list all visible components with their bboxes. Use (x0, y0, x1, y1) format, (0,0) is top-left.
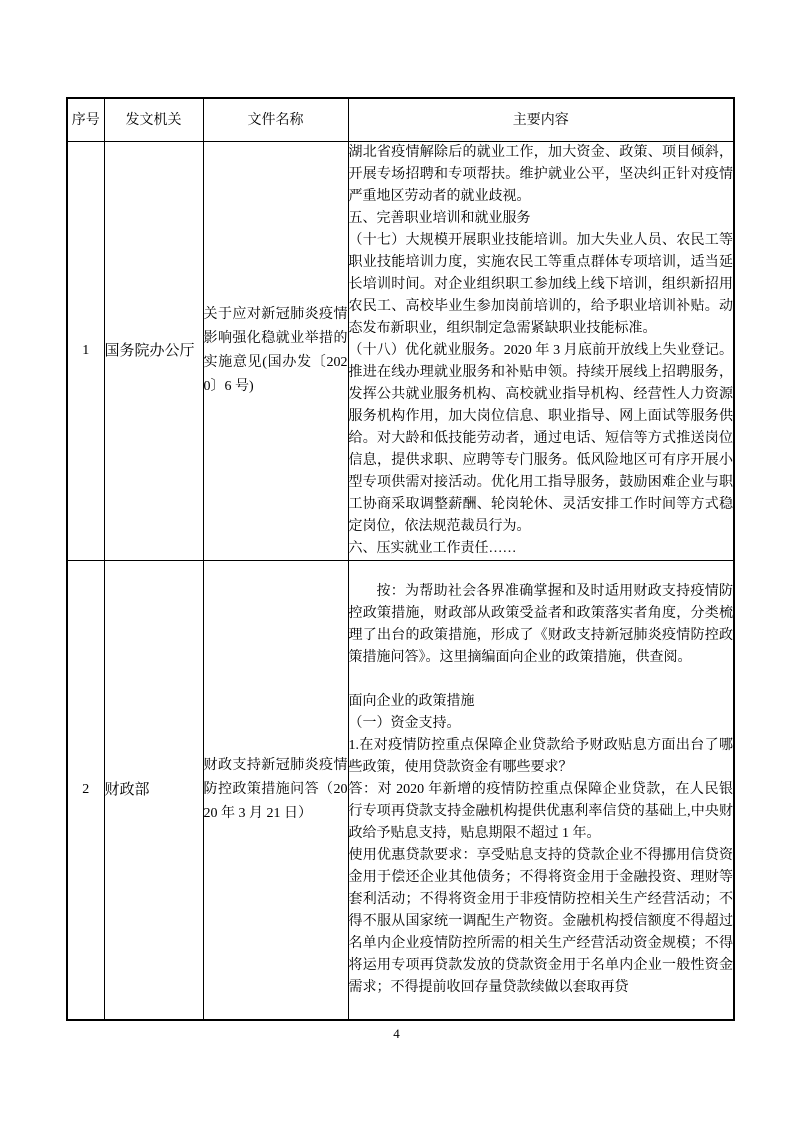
row2-document-title: 财政支持新冠肺炎疫情防控政策措施问答（2020 年 3 月 21 日） (203, 561, 348, 1021)
content-paragraph: 湖北省疫情解除后的就业工作，加大资金、政策、项目倾斜，开展专场招聘和专项帮扶。维护就业公平，坚决纠正针对疫情严重地区劳动者的就业歧视。 (348, 145, 733, 204)
content-paragraph: 按：为帮助社会各界准确掌握和及时适用财政支持疫情防控政策措施，财政部从政策受益者和政策落实者角度，分类梳理了出台的政策措施，形成了《财政支持新冠肺炎疫情防控政策措施问答》。这里摘编面向企业的政策措施，供查阅。 (348, 584, 733, 665)
table-header-row (67, 98, 734, 142)
page-number: 4 (393, 1026, 400, 1041)
row1-document-title: 关于应对新冠肺炎疫情影响强化稳就业举措的实施意见(国办发〔2020〕6 号) (203, 142, 348, 561)
content-paragraph: （一）资金支持。 (348, 716, 461, 731)
content-paragraph (349, 669, 734, 691)
document-table (66, 97, 735, 1021)
table-row (67, 142, 734, 561)
content-paragraph: 五、完善职业培训和就业服务 (348, 211, 531, 226)
row2-main-content (348, 561, 734, 1021)
header-main-content: 主要内容 (348, 98, 734, 142)
content-paragraph: 面向企业的政策措施 (348, 694, 475, 709)
row1-issuing-agency: 国务院办公厅 (104, 142, 203, 561)
header-issuing-agency: 发文机关 (104, 98, 203, 142)
content-paragraph: （十八）优化就业服务。2020 年 3 月底前开放线上失业登记。推进在线办理就业服务和补贴申领。持续开展线上招聘服务，发挥公共就业服务机构、高校就业指导机构、经营性人力资源服务机构作用，加大岗位信息、职业指导、网上面试等服务供给。对大龄和低技能劳动者，通过电话、短信等方式推送岗位信息，提供求职、应聘等专门服务。低风险地区可有序开展小型专项供需对接活动。优化用工指导服务，鼓励困难企业与职工协商采取调整薪酬、轮岗轮休、灵活安排工作时间等方式稳定岗位，依法规范裁员行为。 (348, 343, 733, 534)
row1-main-content (348, 142, 734, 561)
content-paragraph: 1.在对疫情防控重点保障企业贷款给予财政贴息方面出台了哪些政策，使用贷款资金有哪些要求？ (348, 738, 733, 775)
row2-sequence-number: 2 (67, 561, 104, 1021)
header-document-title: 文件名称 (203, 98, 348, 142)
row2-issuing-agency: 财政部 (104, 561, 203, 1021)
table-row (67, 561, 734, 1021)
row1-sequence-number: 1 (67, 142, 104, 561)
content-paragraph: 答：对 2020 年新增的疫情防控重点保障企业贷款，在人民银行专项再贷款支持金融机构提供优惠利率信贷的基础上,中央财政给予贴息支持，贴息期限不超过 1 年。 (348, 782, 733, 841)
content-paragraph: （十七）大规模开展职业技能培训。加大失业人员、农民工等职业技能培训力度，实施农民工等重点群体专项培训，适当延长培训时间。对企业组织职工参加线上线下培训，组织新招用农民工、高校毕业生参加岗前培训的，给予职业培训补贴。动态发布新职业，组织制定急需紧缺职业技能标准。 (348, 233, 733, 336)
content-paragraph: 使用优惠贷款要求：享受贴息支持的贷款企业不得挪用信贷资金用于偿还企业其他债务；不得将资金用于金融投资、理财等套利活动；不得将资金用于非疫情防控相关生产经营活动；不得不服从国家统一调配生产物资。金融机构授信额度不得超过名单内企业疫情防控所需的相关生产经营活动资金规模；不得将运用专项再贷款发放的贷款资金用于名单内企业一般性资金需求；不得提前收回存量贷款续做以套取再贷 (348, 848, 733, 995)
header-sequence-number: 序号 (67, 98, 104, 142)
content-paragraph: 六、压实就业工作责任…… (348, 541, 517, 556)
